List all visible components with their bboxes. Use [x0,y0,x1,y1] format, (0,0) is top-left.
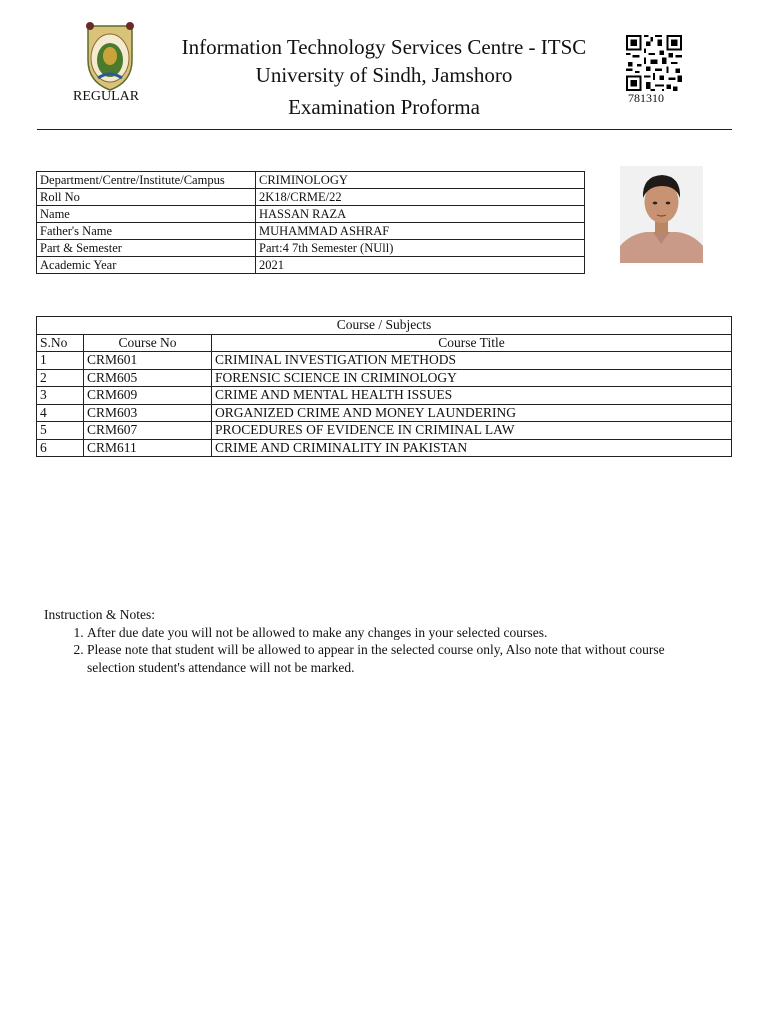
qr-code [626,35,682,91]
table-row [37,387,732,405]
document-title: Examination Proforma [288,95,480,119]
table-row [37,439,732,457]
field-label: Academic Year [37,257,256,274]
table-row [37,369,732,387]
instructions-list [44,624,714,677]
column-header-course-title: Course Title [212,334,732,352]
table-header-row [37,334,732,352]
field-label: Name [37,206,256,223]
table-caption-row [37,317,732,335]
field-label: Roll No [37,189,256,206]
table-row [37,422,732,440]
table-row [37,206,585,223]
sno-cell: 6 [37,439,84,457]
table-row [37,223,585,240]
table-row [37,404,732,422]
column-header-course-no: Course No [84,334,212,352]
sno-cell: 4 [37,404,84,422]
header-divider [37,129,732,130]
table-row [37,352,732,370]
field-label: Department/Centre/Institute/Campus [37,172,256,189]
course-no-cell: CRM607 [84,422,212,440]
student-photo [620,166,703,263]
university-title: University of Sindh, Jamshoro [255,63,513,87]
sno-cell: 5 [37,422,84,440]
table-row [37,257,585,274]
course-no-cell: CRM605 [84,369,212,387]
table-row [37,240,585,257]
column-header-sno: S.No [37,334,84,352]
course-no-cell: CRM609 [84,387,212,405]
sno-cell: 2 [37,369,84,387]
instructions-section [44,606,714,676]
field-value: HASSAN RAZA [256,206,585,223]
field-value: Part:4 7th Semester (NUll) [256,240,585,257]
qr-number: 781310 [628,91,664,105]
course-title-cell: PROCEDURES OF EVIDENCE IN CRIMINAL LAW [212,422,732,440]
field-value: 2K18/CRME/22 [256,189,585,206]
course-title-cell: FORENSIC SCIENCE IN CRIMINOLOGY [212,369,732,387]
course-no-cell: CRM601 [84,352,212,370]
course-title-cell: CRIME AND MENTAL HEALTH ISSUES [212,387,732,405]
instructions-heading: Instruction & Notes: [44,607,155,622]
courses-table [36,316,732,457]
field-value: CRIMINOLOGY [256,172,585,189]
field-label: Father's Name [37,223,256,240]
field-value: 2021 [256,257,585,274]
table-row [37,189,585,206]
courses-caption: Course / Subjects [37,317,732,335]
sno-cell: 3 [37,387,84,405]
instruction-item: 1. After due date you will not be allowed to make any changes in your selected courses. [87,624,714,642]
course-no-cell: CRM603 [84,404,212,422]
centre-title: Information Technology Services Centre - ITSC [181,35,587,59]
course-title-cell: CRIME AND CRIMINALITY IN PAKISTAN [212,439,732,457]
student-info-table [36,171,585,274]
course-no-cell: CRM611 [84,439,212,457]
course-title-cell: CRIMINAL INVESTIGATION METHODS [212,352,732,370]
field-label: Part & Semester [37,240,256,257]
course-title-cell: ORGANIZED CRIME AND MONEY LAUNDERING [212,404,732,422]
table-row [37,172,585,189]
enrollment-status: REGULAR [73,89,140,104]
field-value: MUHAMMAD ASHRAF [256,223,585,240]
sno-cell: 1 [37,352,84,370]
instruction-item: 2. Please note that student will be allowed to appear in the selected course only, Also note that without course selection student's attendance will not be marked. [87,641,714,676]
